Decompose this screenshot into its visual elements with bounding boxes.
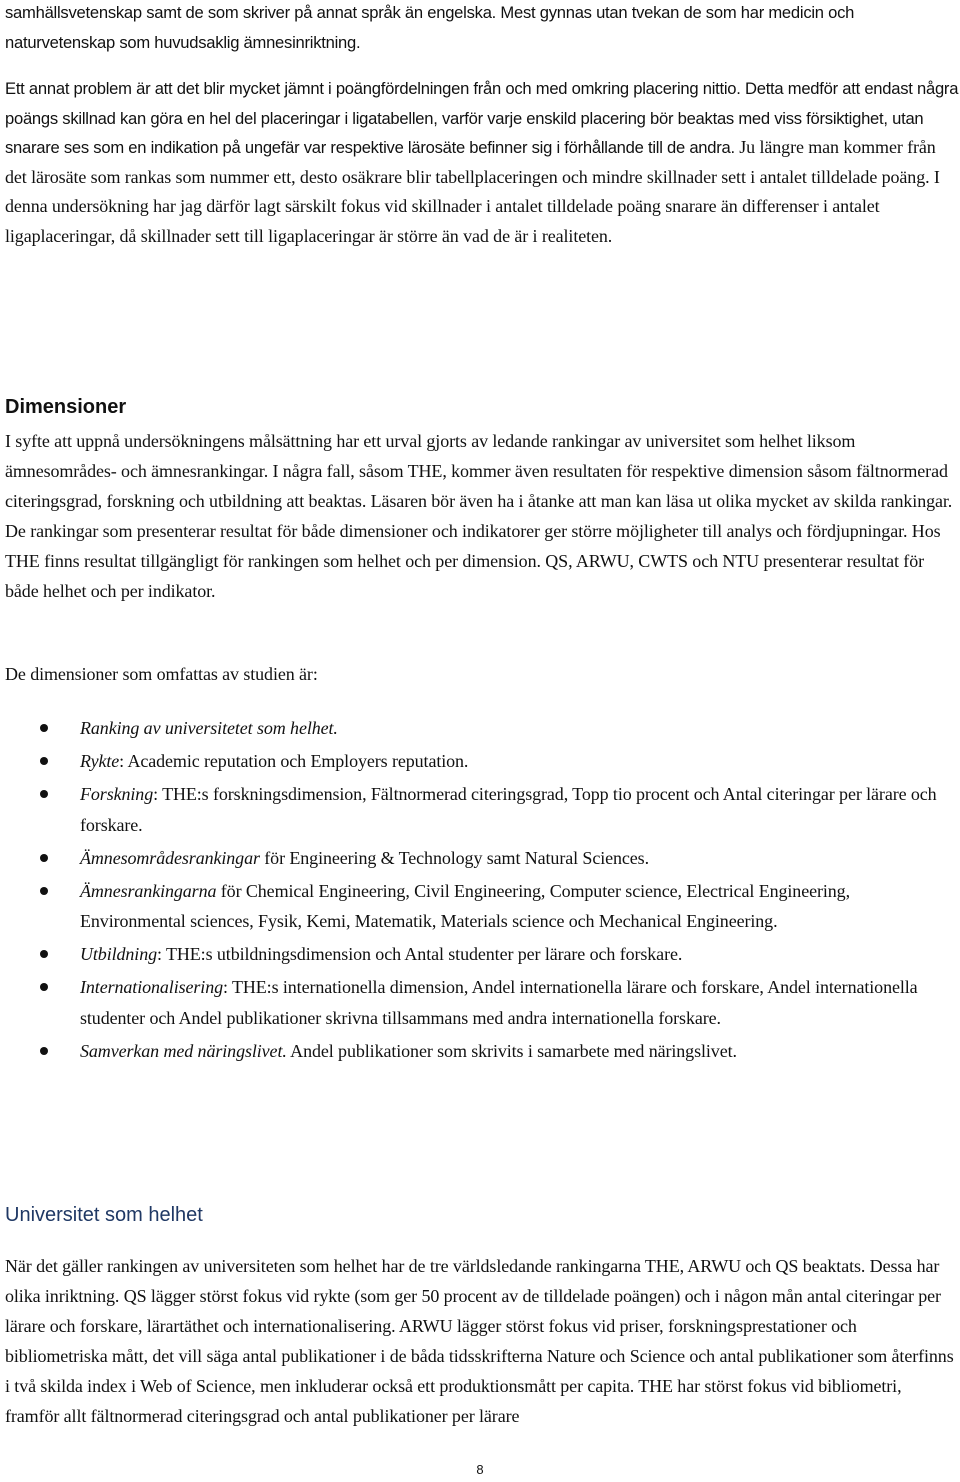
dimension-item-internationalisering — [0, 972, 960, 1033]
dimension-item-amnesrankingar — [0, 876, 960, 937]
dimensioner-body: I syfte att uppnå undersökningens målsättning har ett urval gjorts av ledande rankingar av universitet som helhet liksom ämnesområdes- och ämnesrankingar. I några fall, såsom THE, kommer även resultaten för respektive dimension såsom fältnormerad citeringsgrad, forskning och utbildning att beaktas. Läsaren bör även ha i åtanke att man kan läsa ut olika mycket av skilda rankingar. De rankingar som presenterar resultat för både dimensioner och indikatorer ger större möjligheter till analys och fördjupningar. Hos THE finns resultat tillgängligt för rankingen som helhet och per dimension. QS, ARWU, CWTS och NTU presenterar resultat för både helhet och per indikator. — [5, 431, 953, 601]
dimension-item-samverkan — [0, 1036, 960, 1067]
dimension-item-rykte — [0, 746, 960, 777]
dimension-term: Ämnesrankingarna — [80, 880, 217, 901]
dimension-term: Samverkan med näringslivet. — [80, 1040, 287, 1061]
bullet-icon — [40, 950, 48, 958]
section-heading-universitet: Universitet som helhet — [5, 1204, 203, 1226]
intro-paragraph-serif-part: Ju längre man kommer från det lärosäte som rankas som nummer ett, desto osäkrare blir tabellplaceringen och mindre skillnader sett i antalet tilldelade poäng. I denna undersökning har jag därför lagt särskilt fokus vid skillnader i antalet tilldelade poäng snarare än differenser i antalet ligaplaceringar, då skillnader sett till ligaplaceringar är större än vad de är i realiteten. — [5, 137, 940, 246]
dimension-term: Forskning — [80, 784, 154, 804]
dimension-text: : THE:s utbildningsdimension och Antal studenter per lärare och forskare. — [157, 944, 683, 964]
dimension-term: Ranking av universitetet som helhet. — [80, 718, 338, 738]
bullet-icon — [40, 1047, 48, 1055]
dimension-text: Andel publikationer som skrivits i samarbete med näringslivet. — [286, 1040, 737, 1061]
bullet-icon — [40, 790, 48, 798]
dimension-item-forskning — [0, 779, 960, 840]
dimension-item-amnesomraden — [0, 843, 960, 874]
section-heading-dimensioner: Dimensioner — [5, 396, 127, 418]
page-number: 8 — [476, 1462, 484, 1477]
dimension-text: : Academic reputation och Employers reputation. — [119, 751, 469, 771]
dimension-text: : THE:s forskningsdimension, Fältnormerad citeringsgrad, Topp tio procent och Antal citeringar per lärare och forskare. — [80, 784, 937, 835]
bullet-icon — [40, 854, 48, 862]
dimension-item-helhet — [0, 713, 960, 744]
dimension-text: för Chemical Engineering, Civil Engineering, Computer science, Electrical Engineering, Environmental sciences, Fysik, Kemi, Matematik, Materials science och Mechanical Engineering. — [80, 880, 850, 931]
bullet-icon — [40, 724, 48, 732]
bullet-icon — [40, 757, 48, 765]
intro-paragraph-ranking-uncertainty — [5, 74, 960, 251]
dimension-term: Utbildning — [80, 944, 158, 964]
intro-paragraph-sans-part: Ett annat problem är att det blir mycket jämnt i poängfördelningen från och med omkring placering nittio. Detta medför att endast några poängs skillnad kan göra en hel del placeringar i ligatabellen, varför varje enskild placering bör beaktas med viss försiktighet, utan snarare ses som en indikation på ungefär var respektive lärosäte befinner sig i förhållande till de andra. — [5, 79, 959, 157]
universitet-body: När det gäller rankingen av universiteten som helhet har de tre världsledande rankingarna THE, ARWU och QS beaktats. Dessa har olika inriktning. QS lägger störst fokus vid rykte (som ger 50 procent av de tilldelade poängen) och i någon mån antal citeringar per lärare och forskare, lärartäthet och internationalisering. ARWU lägger störst fokus vid priser, forskningsprestationer och bibliometriska mått, det vill säga antal publikationer i de båda tidsskrifterna Nature och Science och antal publikationer som återfinns i två skilda index i Web of Science, men inkluderar också ett produktionsmått per capita. THE har störst fokus vid bibliometri, framför allt fältnormerad citeringsgrad och antal publikationer per lärare — [5, 1256, 954, 1426]
intro-paragraph-continued: samhällsvetenskap samt de som skriver på annat språk än engelska. Mest gynnas utan tvekan de som har medicin och naturvetenskap som huvudsaklig ämnesinriktning. — [5, 3, 855, 52]
dimension-term: Internationalisering — [80, 977, 223, 997]
dimension-text: : THE:s internationella dimension, Andel internationella lärare och forskare, Andel internationella studenter och Andel publikationer skrivna tillsammans med andra internationella forskare. — [80, 977, 918, 1028]
dimension-text: för Engineering & Technology samt Natural Sciences. — [259, 847, 649, 868]
bullet-icon — [40, 983, 48, 991]
dimension-term: Rykte — [80, 751, 120, 771]
dimensioner-list-intro: De dimensioner som omfattas av studien är: — [5, 664, 318, 684]
dimensions-list — [0, 713, 960, 1066]
dimension-item-utbildning — [0, 939, 960, 970]
dimension-term: Ämnesområdesrankingar — [80, 847, 260, 868]
bullet-icon — [40, 887, 48, 895]
